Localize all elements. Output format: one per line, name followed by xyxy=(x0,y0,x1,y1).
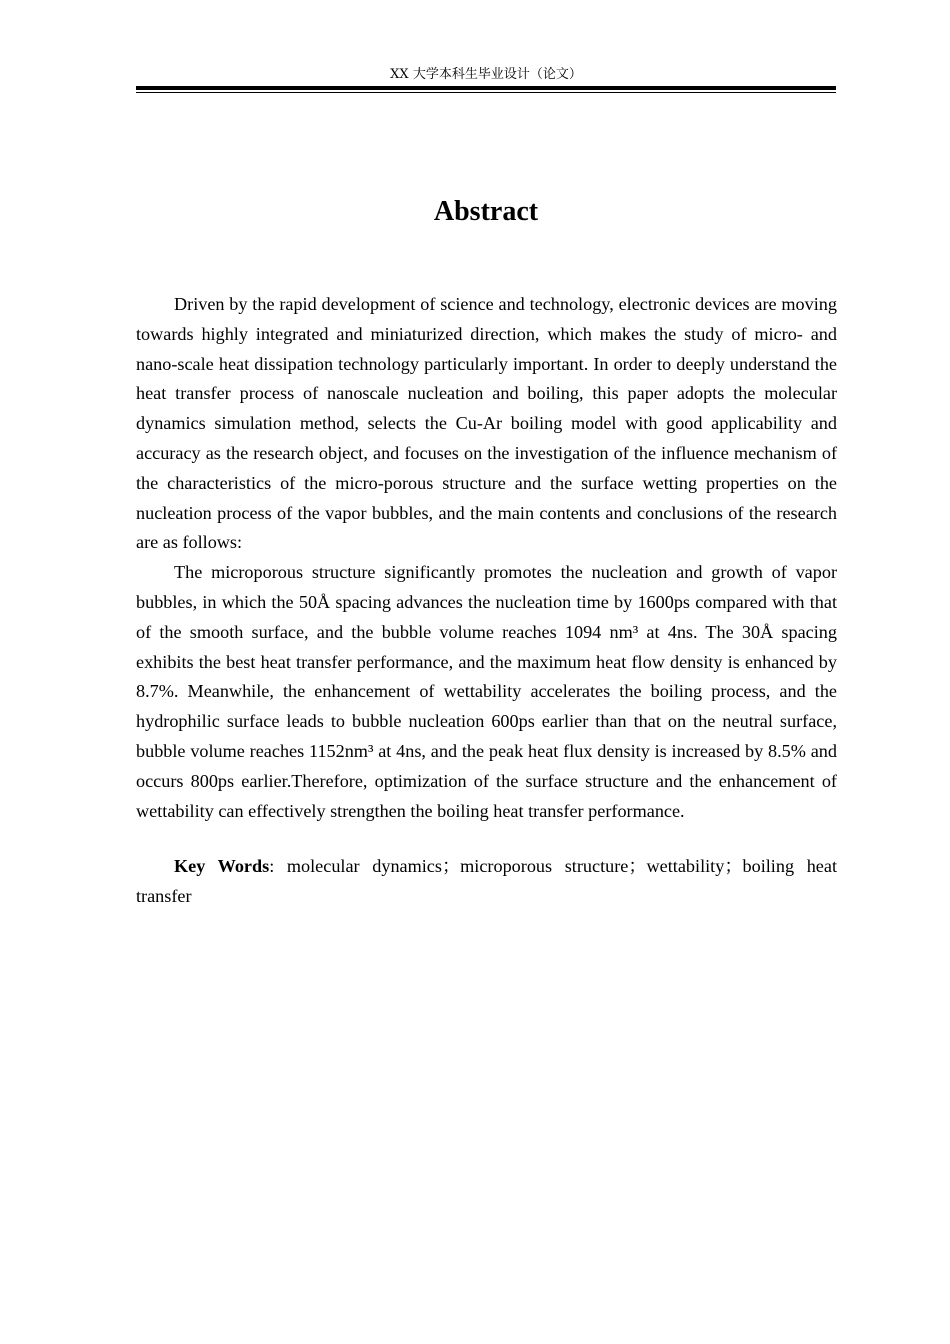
abstract-paragraph-2: The microporous structure significantly promotes the nucleation and growth of vapor bubbles, in which the 50Å spacing advances the nucleation time by 1600ps compared with that of the smooth surface, and the bubble volume reaches 1094 nm³ at 4ns. The 30Å spacing exhibits the best heat transfer performance, and the maximum heat flow density is enhanced by 8.7%. Meanwhile, the enhancement of wettability accelerates the boiling process, and the hydrophilic surface leads to bubble nucleation 600ps earlier than that on the neutral surface, bubble volume reaches 1152nm³ at 4ns, and the peak heat flux density is increased by 8.5% and occurs 800ps earlier.Therefore, optimization of the surface structure and the enhancement of wettability can effectively strengthen the boiling heat transfer performance. xyxy=(136,562,837,821)
abstract-paragraph-1: Driven by the rapid development of science and technology, electronic devices are moving towards highly integrated and miniaturized direction, which makes the study of micro- and nano-scale heat dissipation technology particularly important. In order to deeply understand the heat transfer process of nanoscale nucleation and boiling, this paper adopts the molecular dynamics simulation method, selects the Cu-Ar boiling model with good applicability and accuracy as the research object, and focuses on the investigation of the influence mechanism of the characteristics of the micro-porous structure and the surface wetting properties on the nucleation process of the vapor bubbles, and the main contents and conclusions of the research are as follows: xyxy=(136,294,837,553)
keywords-list: : molecular dynamics；microporous structure；wettability；boiling heat transfer xyxy=(136,856,837,906)
keywords xyxy=(136,852,837,911)
abstract-title: Abstract xyxy=(433,196,539,227)
header-rule-thick xyxy=(136,86,836,90)
running-header: XX 大学本科生毕业设计（论文） xyxy=(390,67,582,82)
abstract-body xyxy=(136,290,837,826)
header-rule-thin xyxy=(136,92,836,93)
keywords-label: Key Words xyxy=(174,856,270,876)
